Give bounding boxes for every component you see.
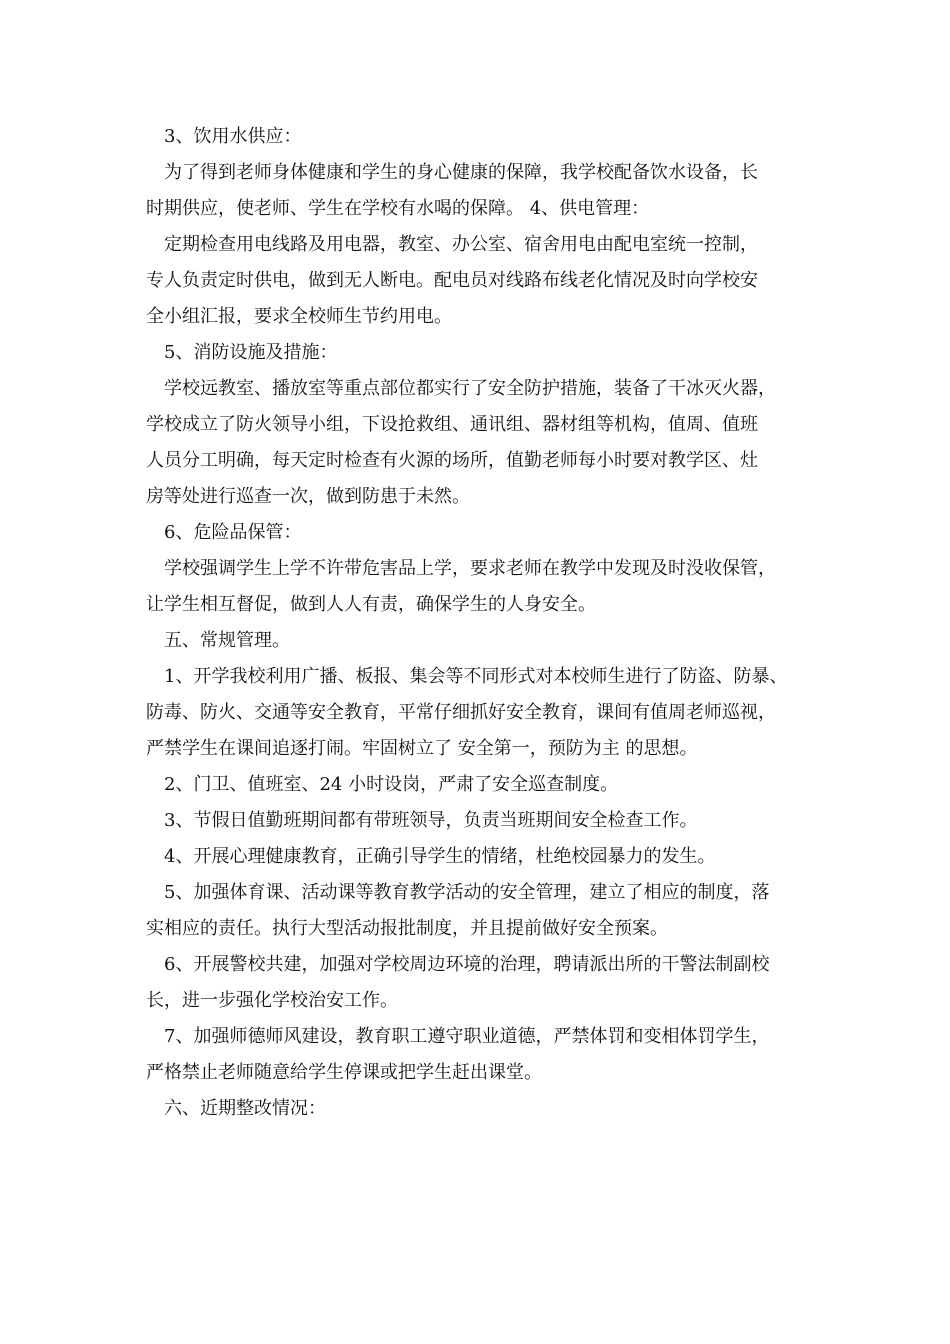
text-line: 3、饮用水供应： (164, 126, 302, 147)
text-line: 4、开展心理健康教育，正确引导学生的情绪，杜绝校园暴力的发生。 (164, 846, 716, 867)
text-line: 2、门卫、值班室、24 小时设岗，严肃了安全巡查制度。 (164, 774, 619, 795)
text-line: 五、常规管理。 (164, 630, 290, 651)
text-line: 实相应的责任。执行大型活动报批制度，并且提前做好安全预案。 (146, 918, 668, 939)
text-line: 房等处进行巡查一次，做到防患于未然。 (146, 486, 470, 507)
text-line: 定期检查用电线路及用电器，教室、办公室、宿舍用电由配电室统一控制， (164, 234, 758, 255)
text-line: 6、危险品保管： (164, 522, 302, 543)
text-line: 人员分工明确，每天定时检查有火源的场所，值勤老师每小时要对教学区、灶 (146, 450, 758, 471)
text-line: 六、近期整改情况： (164, 1098, 326, 1119)
text-line: 全小组汇报，要求全校师生节约用电。 (146, 306, 452, 327)
text-line: 5、消防设施及措施： (164, 342, 338, 363)
text-line: 3、节假日值勤班期间都有带班领导，负责当班期间安全检查工作。 (164, 810, 698, 831)
text-line: 让学生相互督促，做到人人有责，确保学生的人身安全。 (146, 594, 596, 615)
text-line: 1、开学我校利用广播、板报、集会等不同形式对本校师生进行了防盗、防暴、 (164, 666, 788, 687)
text-line: 严格禁止老师随意给学生停课或把学生赶出课堂。 (146, 1062, 542, 1083)
text-line: 严禁学生在课间追逐打闹。牢固树立了 安全第一，预防为主 的思想。 (146, 738, 698, 759)
text-line: 5、加强体育课、活动课等教育教学活动的安全管理，建立了相应的制度，落 (164, 882, 770, 903)
text-line: 学校远教室、播放室等重点部位都实行了安全防护措施，装备了干冰灭火器， (164, 378, 776, 399)
text-line: 防毒、防火、交通等安全教育，平常仔细抓好安全教育，课间有值周老师巡视， (146, 702, 776, 723)
text-line: 专人负责定时供电，做到无人断电。配电员对线路布线老化情况及时向学校安 (146, 270, 758, 291)
text-line: 长，进一步强化学校治安工作。 (146, 990, 398, 1011)
text-line: 为了得到老师身体健康和学生的身心健康的保障，我学校配备饮水设备，长 (164, 162, 758, 183)
text-line: 学校强调学生上学不许带危害品上学，要求老师在教学中发现及时没收保管， (164, 558, 776, 579)
text-line: 时期供应，使老师、学生在学校有水喝的保障。 4、供电管理： (146, 198, 650, 219)
text-line: 7、加强师德师风建设，教育职工遵守职业道德，严禁体罚和变相体罚学生， (164, 1026, 770, 1047)
text-line: 6、开展警校共建，加强对学校周边环境的治理，聘请派出所的干警法制副校 (164, 954, 770, 975)
text-line: 学校成立了防火领导小组，下设抢救组、通讯组、器材组等机构，值周、值班 (146, 414, 758, 435)
